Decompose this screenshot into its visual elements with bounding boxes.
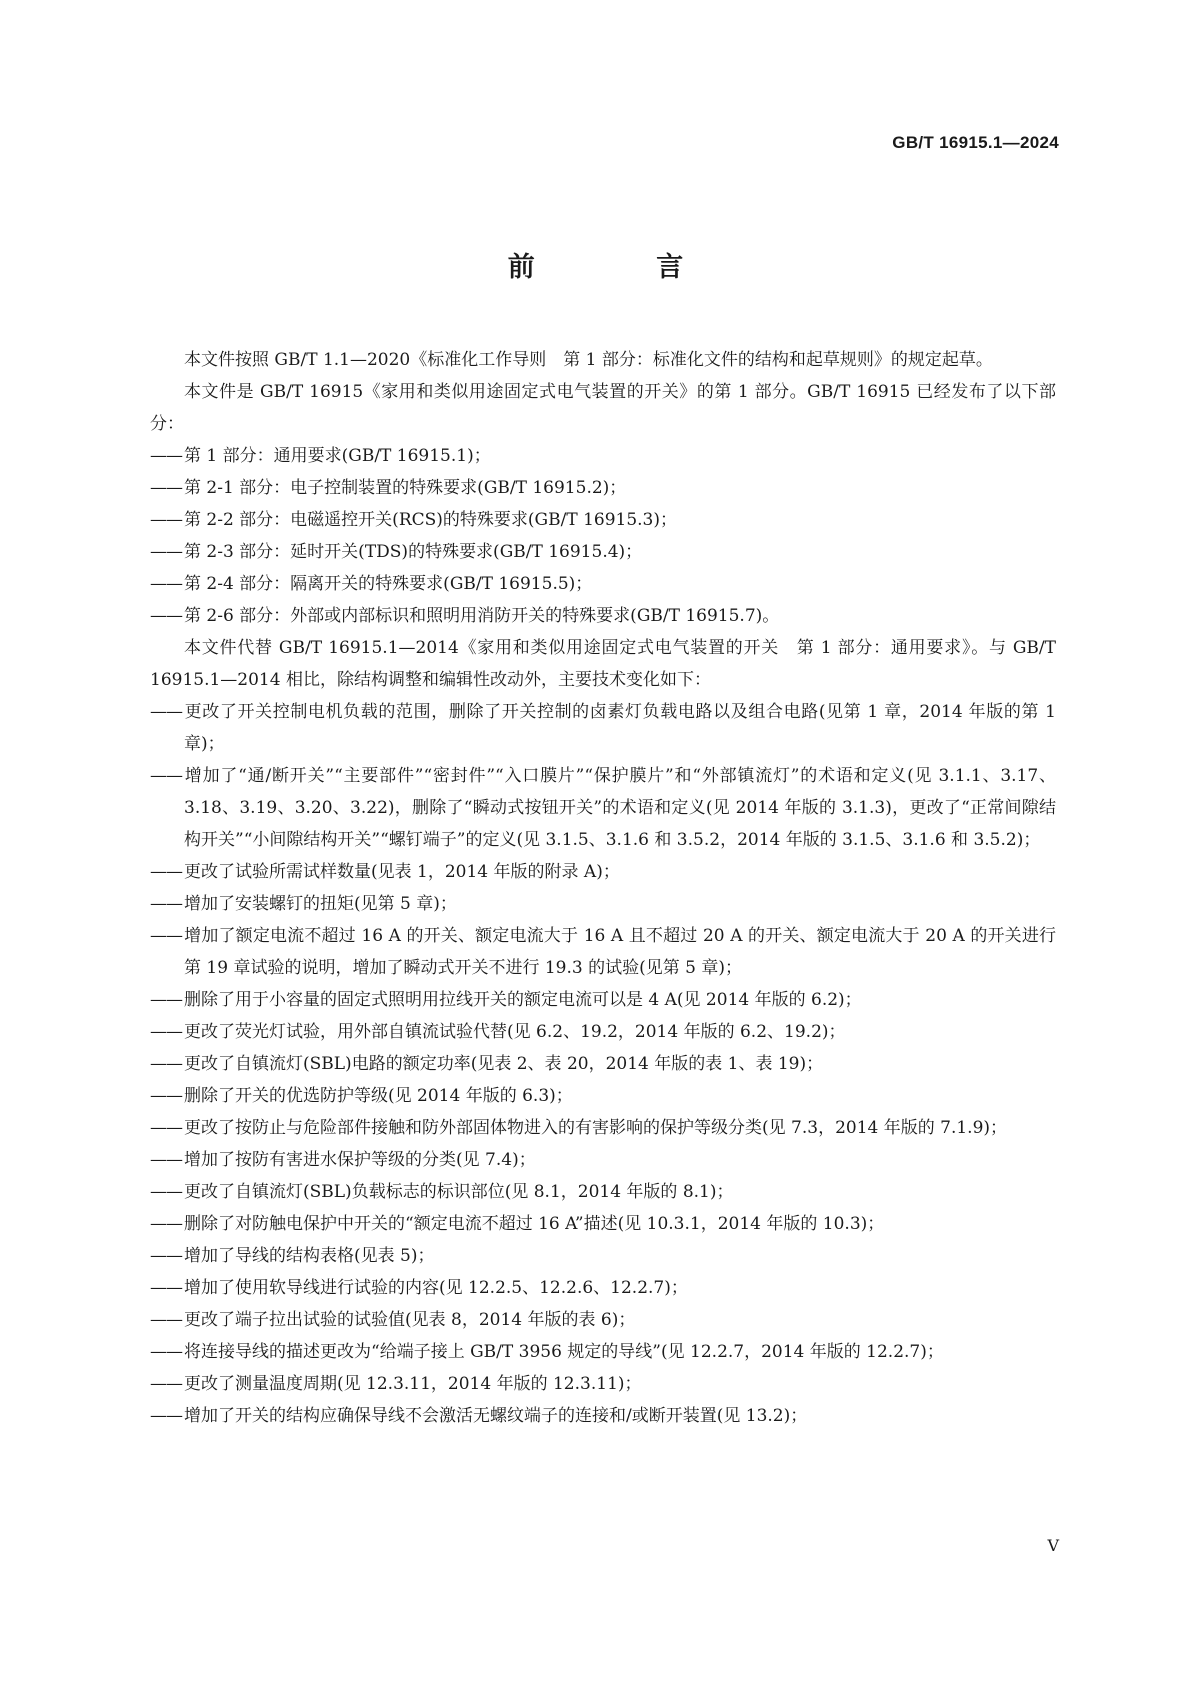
- list-item-text: 增加了开关的结构应确保导线不会激活无螺纹端子的连接和/或断开装置(见 13.2)；: [184, 1406, 808, 1426]
- dash-marker: ——: [150, 894, 182, 914]
- list-item-text: 更改了自镇流灯(SBL)负载标志的标识部位(见 8.1，2014 年版的 8.1)；: [184, 1182, 734, 1202]
- list-item-text: 更改了开关控制电机负载的范围，删除了开关控制的卤素灯负载电路以及组合电路(见第 1 章，2014 年版的第 1 章)；: [184, 702, 1056, 754]
- dash-marker: ——: [150, 1342, 182, 1362]
- list-item-text: 增加了额定电流不超过 16 A 的开关、额定电流大于 16 A 且不超过 20 A 的开关、额定电流大于 20 A 的开关进行第 19 章试验的说明，增加了瞬动式开关不进行 19.3 的试验(见第 5 章)；: [184, 926, 1056, 978]
- intro-paragraph: 本文件是 GB/T 16915《家用和类似用途固定式电气装置的开关》的第 1 部分。GB/T 16915 已经发布了以下部分：: [150, 382, 1056, 434]
- list-item: [150, 1048, 1056, 1080]
- list-item: [150, 1304, 1056, 1336]
- list-item: [150, 440, 1056, 472]
- dash-marker: ——: [150, 862, 182, 882]
- list-item: [150, 1272, 1056, 1304]
- list-item-text: 更改了按防止与危险部件接触和防外部固体物进入的有害影响的保护等级分类(见 7.3，2014 年版的 7.1.9)；: [184, 1118, 1008, 1138]
- list-item: [150, 888, 1056, 920]
- dash-marker: ——: [150, 1278, 182, 1298]
- dash-marker: ——: [150, 926, 182, 946]
- list-item-text: 将连接导线的描述更改为“给端子接上 GB/T 3956 规定的导线”(见 12.2.7，2014 年版的 12.2.7)；: [184, 1342, 944, 1362]
- list-item-text: 增加了按防有害进水保护等级的分类(见 7.4)；: [184, 1150, 536, 1170]
- replacement-paragraph: 本文件代替 GB/T 16915.1—2014《家用和类似用途固定式电气装置的开关 第 1 部分：通用要求》。与 GB/T 16915.1—2014 相比，除结构调整和编辑性改动外，主要技术变化如下：: [150, 638, 1056, 690]
- list-item-text: 删除了开关的优选防护等级(见 2014 年版的 6.3)；: [184, 1086, 573, 1106]
- list-item-text: 删除了对防触电保护中开关的“额定电流不超过 16 A”描述(见 10.3.1，2014 年版的 10.3)；: [184, 1214, 885, 1234]
- list-item-text: 增加了安装螺钉的扭矩(见第 5 章)；: [184, 894, 457, 914]
- dash-marker: ——: [150, 990, 182, 1010]
- list-item: [150, 1208, 1056, 1240]
- list-item: [150, 1240, 1056, 1272]
- list-item: [150, 1176, 1056, 1208]
- list-item-text: 增加了“通/断开关”“主要部件”“密封件”“入口膜片”“保护膜片”和“外部镇流灯”的术语和定义(见 3.1.1、3.17、3.18、3.19、3.20、3.22)，删除了“瞬动式按钮开关”的术语和定义(见 2014 年版的 3.1.3)，更改了“正常间隙结构开关”“小间隙结构开关”“螺钉端子”的定义(见 3.1.5、3.1.6 和 3.5.2，2014 年版的 3.1.5、3.1.6 和 3.5.2)；: [184, 766, 1056, 850]
- dash-marker: ——: [150, 702, 182, 722]
- list-item: [150, 1144, 1056, 1176]
- dash-marker: ——: [150, 510, 182, 530]
- dash-marker: ——: [150, 1150, 182, 1170]
- dash-marker: ——: [150, 1214, 182, 1234]
- intro-paragraph: 本文件按照 GB/T 1.1—2020《标准化工作导则 第 1 部分：标准化文件的结构和起草规则》的规定起草。: [184, 350, 993, 370]
- list-item-text: 删除了用于小容量的固定式照明用拉线开关的额定电流可以是 4 A(见 2014 年版的 6.2)；: [184, 990, 862, 1010]
- dash-marker: ——: [150, 1118, 182, 1138]
- list-item-text: 第 2-1 部分：电子控制装置的特殊要求(GB/T 16915.2)；: [184, 478, 627, 498]
- dash-marker: ——: [150, 1182, 182, 1202]
- dash-marker: ——: [150, 1086, 182, 1106]
- list-item: [150, 504, 1056, 536]
- page-number: V: [1047, 1536, 1059, 1555]
- list-item: [150, 1016, 1056, 1048]
- dash-marker: ——: [150, 542, 182, 562]
- list-item-text: 第 2-6 部分：外部或内部标识和照明用消防开关的特殊要求(GB/T 16915.7)。: [184, 606, 780, 626]
- list-item: [150, 1080, 1056, 1112]
- dash-marker: ——: [150, 1246, 182, 1266]
- list-item-text: 增加了导线的结构表格(见表 5)；: [184, 1246, 435, 1266]
- list-item-text: 更改了试验所需试样数量(见表 1，2014 年版的附录 A)；: [184, 862, 620, 882]
- dash-marker: ——: [150, 574, 182, 594]
- list-item-text: 更改了荧光灯试验，用外部自镇流试验代替(见 6.2、19.2，2014 年版的 6.2、19.2)；: [184, 1022, 846, 1042]
- list-item: [150, 856, 1056, 888]
- list-item: [150, 600, 1056, 632]
- foreword-body: [150, 344, 1056, 1432]
- list-item: [150, 1336, 1056, 1368]
- list-item-text: 第 2-4 部分：隔离开关的特殊要求(GB/T 16915.5)；: [184, 574, 593, 594]
- changes-list: [150, 696, 1056, 1432]
- list-item: [150, 1400, 1056, 1432]
- dash-marker: ——: [150, 1022, 182, 1042]
- dash-marker: ——: [150, 446, 182, 466]
- list-item: [150, 1112, 1056, 1144]
- list-item-text: 增加了使用软导线进行试验的内容(见 12.2.5、12.2.6、12.2.7)；: [184, 1278, 688, 1298]
- dash-marker: ——: [150, 1310, 182, 1330]
- dash-marker: ——: [150, 1406, 182, 1426]
- dash-marker: ——: [150, 606, 182, 626]
- list-item: [150, 760, 1056, 856]
- list-item: [150, 536, 1056, 568]
- page-title: 前 言: [507, 252, 740, 283]
- dash-marker: ——: [150, 766, 182, 786]
- list-item-text: 更改了自镇流灯(SBL)电路的额定功率(见表 2、表 20，2014 年版的表 1、表 19)；: [184, 1054, 824, 1074]
- list-item: [150, 984, 1056, 1016]
- dash-marker: ——: [150, 1374, 182, 1394]
- list-item: [150, 472, 1056, 504]
- parts-list: [150, 440, 1056, 632]
- dash-marker: ——: [150, 1054, 182, 1074]
- list-item: [150, 920, 1056, 984]
- list-item-text: 第 1 部分：通用要求(GB/T 16915.1)；: [184, 446, 491, 466]
- list-item-text: 更改了测量温度周期(见 12.3.11，2014 年版的 12.3.11)；: [184, 1374, 642, 1394]
- dash-marker: ——: [150, 478, 182, 498]
- list-item: [150, 696, 1056, 760]
- list-item-text: 第 2-3 部分：延时开关(TDS)的特殊要求(GB/T 16915.4)；: [184, 542, 643, 562]
- list-item-text: 更改了端子拉出试验的试验值(见表 8，2014 年版的表 6)；: [184, 1310, 636, 1330]
- list-item: [150, 1368, 1056, 1400]
- standard-number: GB/T 16915.1—2024: [892, 133, 1059, 152]
- list-item-text: 第 2-2 部分：电磁遥控开关(RCS)的特殊要求(GB/T 16915.3)；: [184, 510, 678, 530]
- list-item: [150, 568, 1056, 600]
